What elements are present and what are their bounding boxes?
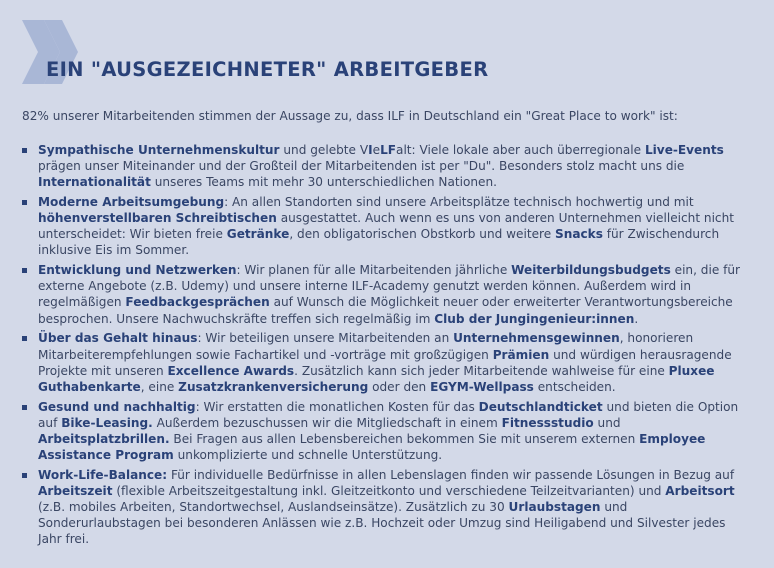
list-item: Gesund und nachhaltig: Wir erstatten die monatlichen Kosten für das Deutschlandticket und bieten die Option auf Bike-Leasing. Außerdem bezuschussen wir die Mitgliedschaft in einem Fitnessstudio und Arbeitsplatzbrillen. Bei Fragen aus allen Lebensbereichen bekommen Sie mit unserem externen Employee Assistance Program unkomplizierte und schnelle Unterstützung. <box>22 399 752 463</box>
square-bullet-icon <box>22 336 27 341</box>
page-title: EIN "AUSGEZEICHNETER" ARBEITGEBER <box>46 58 489 81</box>
benefit-list <box>22 142 752 551</box>
intro-text: 82% unserer Mitarbeitenden stimmen der Aussage zu, dass ILF in Deutschland ein "Great Place to work" ist: <box>22 109 678 123</box>
square-bullet-icon <box>22 148 27 153</box>
square-bullet-icon <box>22 200 27 205</box>
list-item: Moderne Arbeitsumgebung: An allen Standorten sind unsere Arbeitsplätze technisch hochwertig und mit höhenverstellbaren Schreibtischen ausgestattet. Auch wenn es uns von anderen Unternehmen vielleicht nicht unterscheidet: Wir bieten freie Getränke, den obligatorischen Obstkorb und weitere Snacks für Zwischendurch inklusive Eis im Sommer. <box>22 194 752 258</box>
square-bullet-icon <box>22 473 27 478</box>
square-bullet-icon <box>22 405 27 410</box>
list-item: Entwicklung und Netzwerken: Wir planen für alle Mitarbeitenden jährliche Weiterbildungsbudgets ein, die für externe Angebote (z.B. Udemy) und unsere interne ILF-Academy genutzt werden können. Außerdem wird in regelmäßigen Feedbackgesprächen auf Wunsch die Möglichkeit neuer oder erweiterter Verantwortungsbereiche besprochen. Unsere Nachwuchskräfte treffen sich regelmäßig im Club der Jungingenieur:innen. <box>22 262 752 326</box>
square-bullet-icon <box>22 268 27 273</box>
list-item: Sympathische Unternehmenskultur und gelebte VIeLFalt: Viele lokale aber auch überregionale Live-Events prägen unser Miteinander und der Großteil der Mitarbeitenden ist per "Du". Besonders stolz macht uns die Internationalität unseres Teams mit mehr 30 unterschiedlichen Nationen. <box>22 142 752 190</box>
list-item: Work-Life-Balance: Für individuelle Bedürfnisse in allen Lebenslagen finden wir passende Lösungen in Bezug auf Arbeitszeit (flexible Arbeitszeitgestaltung inkl. Gleitzeitkonto und verschiedene Teilzeitvarianten) und Arbeitsort (z.B. mobiles Arbeiten, Standortwechsel, Auslandseinsätze). Zusätzlich zu 30 Urlaubstagen und Sonderurlaubstagen bei besonderen Anlässen wie z.B. Hochzeit oder Umzug sind Heiligabend und Silvester jedes Jahr frei. <box>22 467 752 547</box>
list-item: Über das Gehalt hinaus: Wir beteiligen unsere Mitarbeitenden an Unternehmensgewinnen, honorieren Mitarbeiterempfehlungen sowie Fachartikel und -vorträge mit großzügigen Prämien und würdigen herausragende Projekte mit unseren Excellence Awards. Zusätzlich kann sich jeder Mitarbeitende wahlweise für eine Pluxee Guthabenkarte, eine Zusatzkrankenversicherung oder den EGYM-Wellpass entscheiden. <box>22 330 752 394</box>
